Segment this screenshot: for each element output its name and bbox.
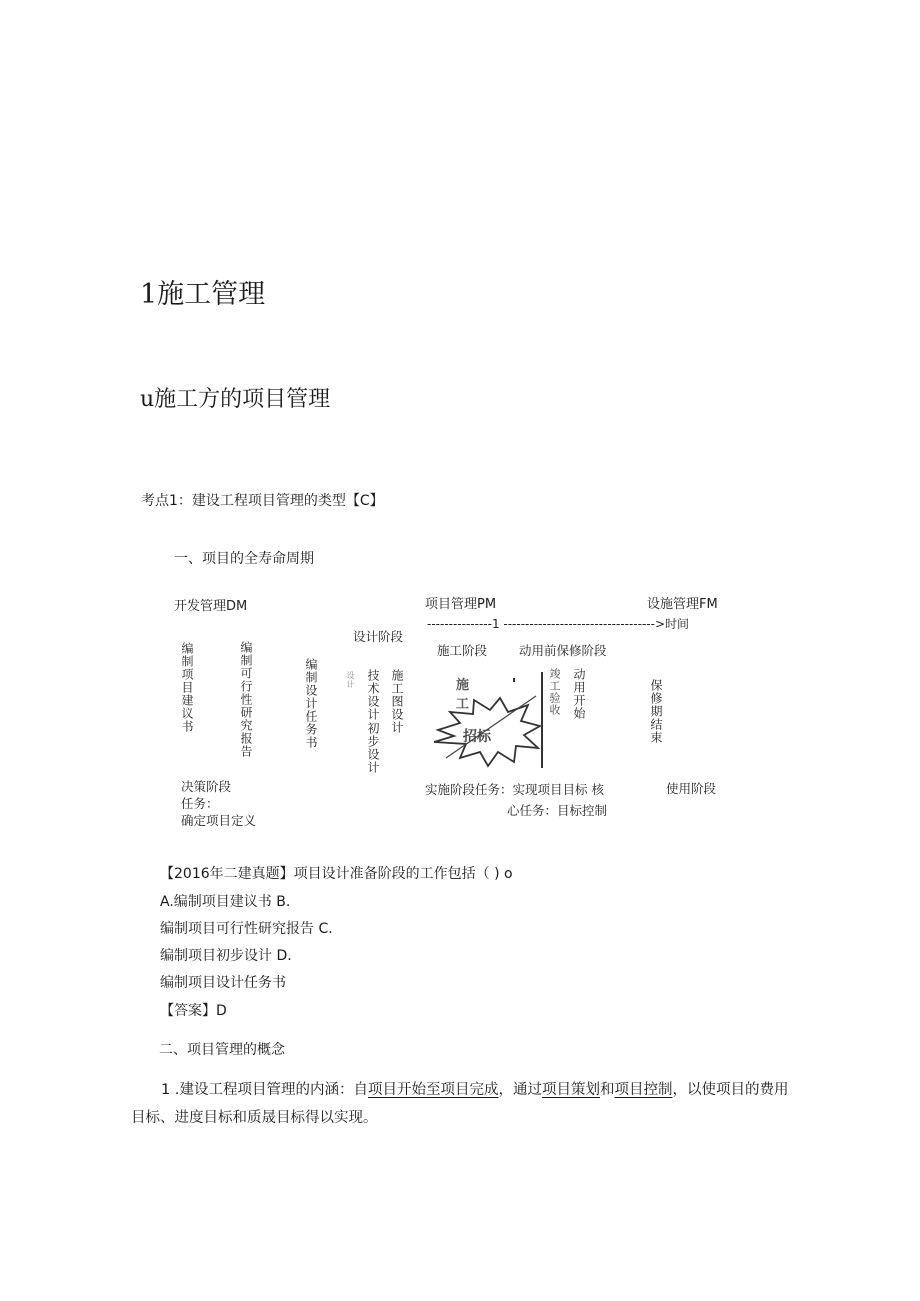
- paragraph-number: 1: [161, 1082, 171, 1098]
- design-stage-label: 设计阶段: [353, 629, 404, 644]
- zhaobiao-label: 招标: [463, 729, 491, 745]
- exam-point-title: 考点1：建设工程项目管理的类型【C】: [141, 493, 384, 509]
- vertical-label-design-brief: 编制设计任务书: [304, 658, 318, 749]
- paragraph-text-1: .建设工程项目管理的内涵：自: [174, 1082, 368, 1098]
- shigong-char-2: 工: [456, 697, 470, 712]
- question-option-line1: A.编制项目建议书 B.: [160, 894, 291, 910]
- concept-paragraph: [131, 1076, 796, 1132]
- fm-label: 设施管理FM: [647, 597, 718, 612]
- subsection-concept: 二、项目管理的概念: [159, 1042, 285, 1058]
- question-option-line4: 编制项目设计任务书: [160, 975, 286, 991]
- decision-task-value: 确定项目定义: [181, 813, 257, 828]
- question-option-line2: 编制项目可行性研究报告 C.: [160, 921, 333, 937]
- vertical-label-feasibility: 编制可行性研究报告: [239, 641, 253, 758]
- vertical-label-preliminary: 初步设计: [366, 722, 380, 774]
- subsection-lifecycle: 一、项目的全寿命周期: [174, 551, 314, 567]
- dm-label: 开发管理DM: [174, 599, 248, 614]
- vertical-label-small: 设计: [346, 671, 355, 689]
- chapter-title: 1施工管理: [140, 279, 266, 310]
- vertical-label-acceptance: 竣工验收: [548, 668, 561, 716]
- underlined-term-2: 项目策划: [541, 1082, 600, 1098]
- paragraph-text-3: 和: [599, 1082, 615, 1098]
- underlined-term-1: 项目开始至项目完成: [367, 1082, 499, 1098]
- pre-use-stage-label: 动用前保修阶段: [519, 643, 607, 658]
- paragraph-text-2: ，通过: [498, 1082, 542, 1098]
- bidding-burst-graphic: [428, 668, 561, 778]
- question-answer: 【答案】D: [160, 1003, 227, 1019]
- vertical-label-use-start: 动用开始: [572, 668, 586, 720]
- timeline-arrow: ---------------1 ----------------------------------->时间: [427, 617, 690, 631]
- underlined-term-3: 项目控制: [614, 1082, 673, 1098]
- question-option-line3: 编制项目初步设计 D.: [160, 948, 292, 964]
- construction-stage-label: 施工阶段: [437, 643, 488, 658]
- section-title: u施工方的项目管理: [140, 387, 331, 412]
- pm-label: 项目管理PM: [425, 597, 497, 612]
- vertical-label-proposal: 编制项目建议书: [180, 642, 194, 733]
- vertical-label-drawing: 施工图设计: [390, 669, 404, 734]
- implementation-task-line1: 实施阶段任务：实现项目目标 核: [425, 782, 604, 797]
- shigong-char-1: 施: [456, 678, 470, 693]
- paragraph-text-4: ，以使项目的费用目标、进度目标和质晟目标得以实现。: [131, 1082, 789, 1126]
- decision-task-label: 任务：: [181, 796, 219, 811]
- use-stage-label: 使用阶段: [666, 781, 717, 796]
- decision-stage-label: 决策阶段: [181, 779, 232, 794]
- vertical-label-warranty-end: 保修期结束: [649, 679, 663, 744]
- vertical-label-technical: 技术设计: [366, 669, 380, 721]
- question-stem: 【2016年二建真题】项目设计准备阶段的工作包括（ ) o: [160, 866, 513, 882]
- implementation-task-line2: 心任务：目标控制: [507, 803, 608, 818]
